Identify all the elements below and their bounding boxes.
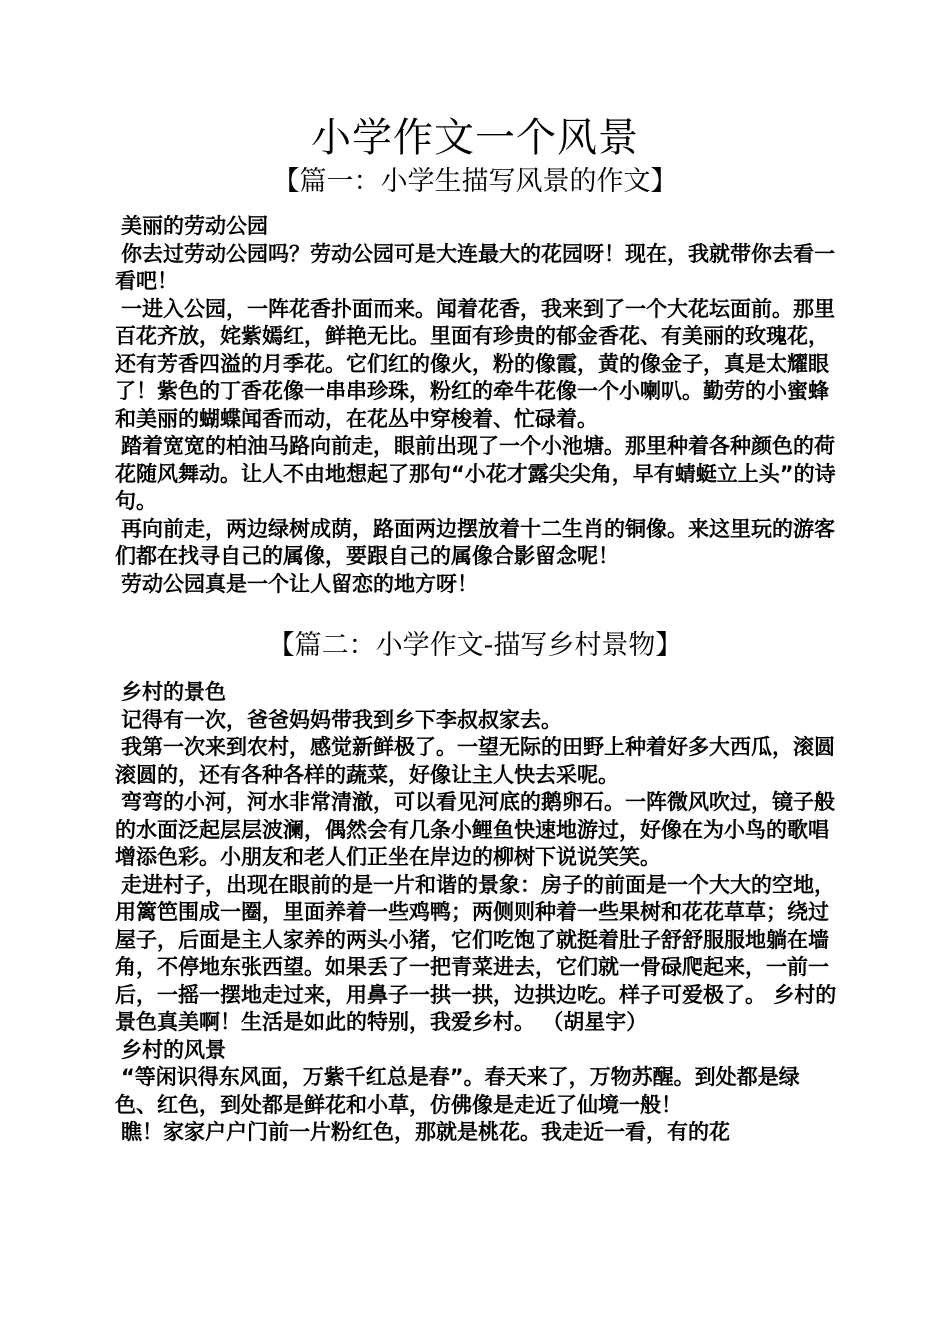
essay-title: 乡村的景色	[121, 680, 226, 704]
paragraph: 瞧！家家户户门前一片粉红色，那就是桃花。我走近一看，有的花	[121, 1120, 730, 1144]
paragraph: 劳动公园真是一个让人留恋的地方呀！	[121, 571, 478, 596]
paragraph: 弯弯的小河，河水非常清澈，可以看见河底的鹅卵石。一阵微风吹过，镜子般的水面泛起层层波澜，偶然会有几条小鲤鱼快速地游过，好像在为小鸟的歌唱增添色彩。小朋友和老人们正坐在岸边的柳树下说说笑笑。	[115, 790, 835, 869]
paragraph: “等闲识得东风面，万紫千红总是春”。春天来了，万物苏醒。到处都是绿色、红色，到处都是鲜花和小草，仿佛像是走近了仙境一般！	[115, 1065, 800, 1117]
paragraph: 踏着宽宽的柏油马路向前走，眼前出现了一个小池塘。那里种着各种颜色的荷花随风舞动。让人不由地想起了那句“小花才露尖尖角，早有蜻蜓立上头”的诗句。	[115, 434, 836, 513]
essay-title: 乡村的风景	[121, 1037, 226, 1062]
paragraph: 你去过劳动公园吗？劳动公园可是大连最大的花园呀！现在，我就带你去看一看吧！	[115, 241, 835, 293]
section-heading-2: 【篇二：小学作文-描写乡村景物】	[267, 630, 683, 661]
paragraph: 记得有一次，爸爸妈妈带我到乡下李叔叔家去。	[121, 707, 562, 732]
document-title: 小学作文一个风景	[311, 115, 639, 161]
paragraph: 我第一次来到农村，感觉新鲜极了。一望无际的田野上种着好多大西瓜，滚圆滚圆的，还有各种各样的蔬菜，好像让主人快去采呢。	[115, 735, 835, 787]
section-2-body	[115, 679, 840, 1147]
paragraph: 一进入公园，一阵花香扑面而来。闻着花香，我来到了一个大花坛面前。那里百花齐放，姹紫嫣红，鲜艳无比。里面有珍贵的郁金香花、有美丽的玫瑰花，还有芳香四溢的月季花。它们红的像火，粉的像霞，黄的像金子，真是太耀眼了！紫色的丁香花像一串串珍珠，粉红的牵牛花像一个小喇叭。勤劳的小蜜蜂和美丽的蝴蝶闻香而动，在花丛中穿梭着、忙碌着。	[115, 296, 835, 431]
section-1-body	[115, 213, 840, 598]
paragraph: 再向前走，两边绿树成荫，路面两边摆放着十二生肖的铜像。来这里玩的游客们都在找寻自己的属像，要跟自己的属像合影留念呢！	[115, 516, 835, 568]
essay-title: 美丽的劳动公园	[121, 214, 268, 238]
section-heading-1: 【篇一：小学生描写风景的作文】	[272, 166, 678, 197]
paragraph: 走进村子，出现在眼前的是一片和谐的景象：房子的前面是一个大大的空地，用篱笆围成一圈，里面养着一些鸡鸭；两侧则种着一些果树和花花草草；绕过屋子，后面是主人家养的两头小猪，它们吃饱了就挺着肚子舒舒服服地躺在墙角，不停地东张西望。如果丢了一把青菜进去，它们就一骨碌爬起来，一前一后，一摇一摆地走过来，用鼻子一拱一拱，边拱边吃。样子可爱极了。 乡村的景色真美啊！生活是如此的特别，我爱乡村。 （胡星宇）	[115, 872, 837, 1034]
